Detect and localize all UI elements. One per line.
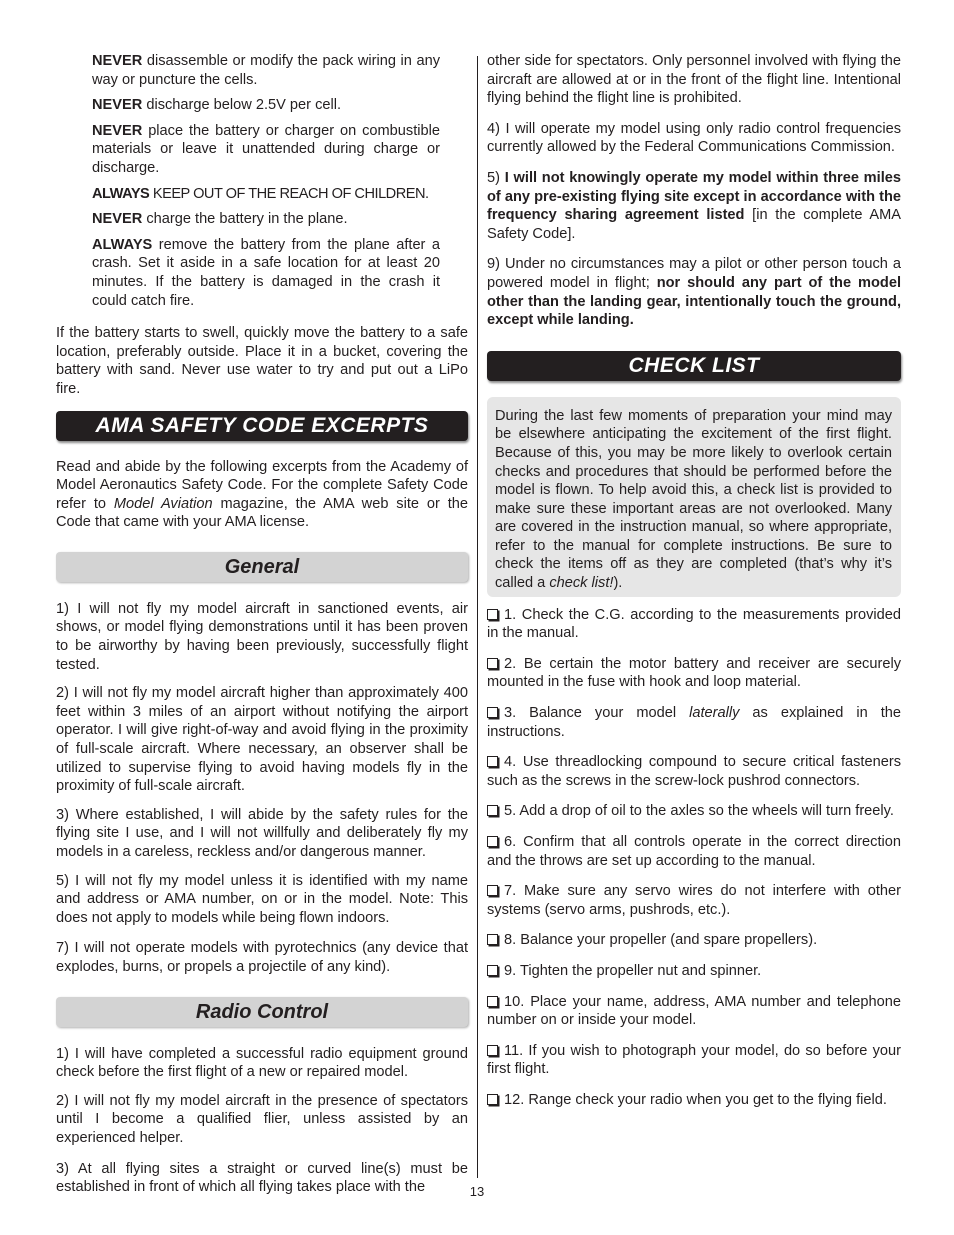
column-divider (477, 56, 478, 1178)
ama-item-4: 4) I will operate my model using only radio control frequencies currently allowed by the Federal Communications Commission. (487, 120, 901, 156)
check-list-intro: During the last few moments of preparation your mind may be elsewhere anticipating the excitement of the first flight. Because of this, you may be more likely to overlook certain checks and procedures that should be performed before the model is flown. To help avoid this, a check list is provided to make sure these important areas are not overlooked. Many are covered in the instruction manual, so where appropriate, refer to the manual for complete instructions. Be sure to check the items off as they are completed (that’s why it’s called a check list!). (495, 407, 892, 592)
check-list-item: 5. Add a drop of oil to the axles so the wheels will turn freely. (487, 802, 901, 821)
radio-item: 3) At all flying sites a straight or curved line(s) must be established in front of which all flying takes place with the (56, 1160, 468, 1196)
check-list-item: 4. Use threadlocking compound to secure critical fasteners such as the screws in the screw-lock pushrod connectors. (487, 754, 901, 789)
check-list-item: 3. Balance your model laterally as explained in the instructions. (487, 705, 901, 740)
check-list-heading: CHECK LIST (487, 351, 901, 381)
general-item: 5) I will not fly my model unless it is identified with my name and address or AMA number, on or in the model. Note: This does not apply to models while being flown indoors. (56, 872, 468, 926)
battery-rule: ALWAYS remove the battery from the plane after a crash. Set it aside in a safe location for at least 20 minutes. If the battery is damaged in the crash it could catch fire. (92, 236, 440, 309)
radio-control-heading: Radio Control (56, 997, 468, 1027)
checkbox-icon[interactable] (487, 1094, 498, 1105)
checkbox-icon[interactable] (487, 707, 498, 718)
checkbox-icon[interactable] (487, 934, 498, 945)
check-list-items (487, 606, 901, 1110)
checkbox-icon[interactable] (487, 965, 498, 976)
check-list-item: 2. Be certain the motor battery and receiver are securely mounted in the fuse with hook and loop material. (487, 655, 901, 691)
flight-line-continued: other side for spectators. Only personnel involved with flying the aircraft are allowed at or in the front of the flight line. Intentional flying behind the flight line is prohibited. (487, 53, 901, 107)
check-list-item: 1. Check the C.G. according to the measurements provided in the manual. (487, 606, 901, 642)
check-list-item: 10. Place your name, address, AMA number and telephone number on or inside your model. (487, 993, 901, 1029)
right-column (487, 52, 901, 1110)
check-list-item: 6. Confirm that all controls operate in the correct direction and the throws are set up according to the manual. (487, 834, 901, 869)
page-number: 13 (469, 1184, 485, 1199)
check-list-item: 7. Make sure any servo wires do not interfere with other systems (servo arms, pushrods, etc.). (487, 883, 901, 918)
check-list-item: 9. Tighten the propeller nut and spinner. (487, 962, 901, 981)
ama-safety-heading: AMA SAFETY CODE EXCERPTS (56, 411, 468, 441)
battery-rule: ALWAYS KEEP OUT OF THE REACH OF CHILDREN. (92, 185, 429, 202)
battery-swell-paragraph: If the battery starts to swell, quickly move the battery to a safe location, preferably outside. Place it in a bucket, covering the battery with sand. Never use water to try and put out a LiPo fire. (56, 325, 468, 397)
check-list-intro-box (487, 397, 901, 597)
general-item: 1) I will not fly my model aircraft in sanctioned events, air shows, or model flying demonstrations until it has been proven to be airworthy by having been previously, successfully flight tested. (56, 600, 468, 673)
general-heading: General (56, 552, 468, 582)
checkbox-icon[interactable] (487, 885, 498, 896)
battery-rule: NEVER charge the battery in the plane. (92, 211, 348, 228)
general-item: 7) I will not operate models with pyrotechnics (any device that explodes, burns, or propels a projectile of any kind). (56, 940, 468, 975)
left-column (56, 52, 468, 1197)
ama-item-9: 9) Under no circumstances may a pilot or other person touch a powered model in flight; nor should any part of the model other than the landing gear, intentionally touch the ground, except while landing. (487, 256, 901, 329)
battery-rule: NEVER discharge below 2.5V per cell. (92, 97, 342, 114)
checkbox-icon[interactable] (487, 805, 498, 816)
ama-item-5: 5) I will not knowingly operate my model within three miles of any pre-existing flying site except in accordance with the frequency sharing agreement listed [in the complete AMA Safety Code]. (487, 169, 902, 242)
checkbox-icon[interactable] (487, 658, 498, 669)
ama-intro-paragraph: Read and abide by the following excerpts from the Academy of Model Aeronautics Safety Code. For the complete Safety Code refer to Model Aviation magazine, the AMA web site or the Code that came with your AMA license. (56, 458, 468, 531)
battery-rule: NEVER disassemble or modify the pack wiring in any way or puncture the cells. (92, 53, 440, 88)
check-list-item: 11. If you wish to photograph your model, do so before your first flight. (487, 1042, 901, 1078)
radio-item: 1) I will have completed a successful radio equipment ground check before the first flight of a new or repaired model. (56, 1045, 468, 1081)
battery-rule: NEVER place the battery or charger on combustible materials or leave it unattended during charge or discharge. (92, 122, 440, 176)
checkbox-icon[interactable] (487, 836, 498, 847)
checkbox-icon[interactable] (487, 756, 498, 767)
general-item: 3) Where established, I will abide by the safety rules for the flying site I use, and I will not willfully and deliberately fly my models in a careless, reckless and/or dangerous manner. (56, 806, 468, 860)
checkbox-icon[interactable] (487, 1045, 498, 1056)
radio-item: 2) I will not fly my model aircraft in the presence of spectators until I become a qualified flier, unless assisted by an experienced helper. (56, 1092, 468, 1146)
checkbox-icon[interactable] (487, 609, 498, 620)
check-list-item: 12. Range check your radio when you get to the flying field. (487, 1091, 901, 1110)
check-list-item: 8. Balance your propeller (and spare propellers). (487, 931, 901, 950)
general-item: 2) I will not fly my model aircraft higher than approximately 400 feet within 3 miles of an airport without notifying the airport operator. I will give right-of-way and avoid flying in the proximity of full-scale aircraft. Where necessary, an observer shall be utilized to supervise flying to avoid having models fly in the proximity of full-scale aircraft. (56, 685, 468, 795)
battery-rules (56, 52, 468, 310)
checkbox-icon[interactable] (487, 996, 498, 1007)
